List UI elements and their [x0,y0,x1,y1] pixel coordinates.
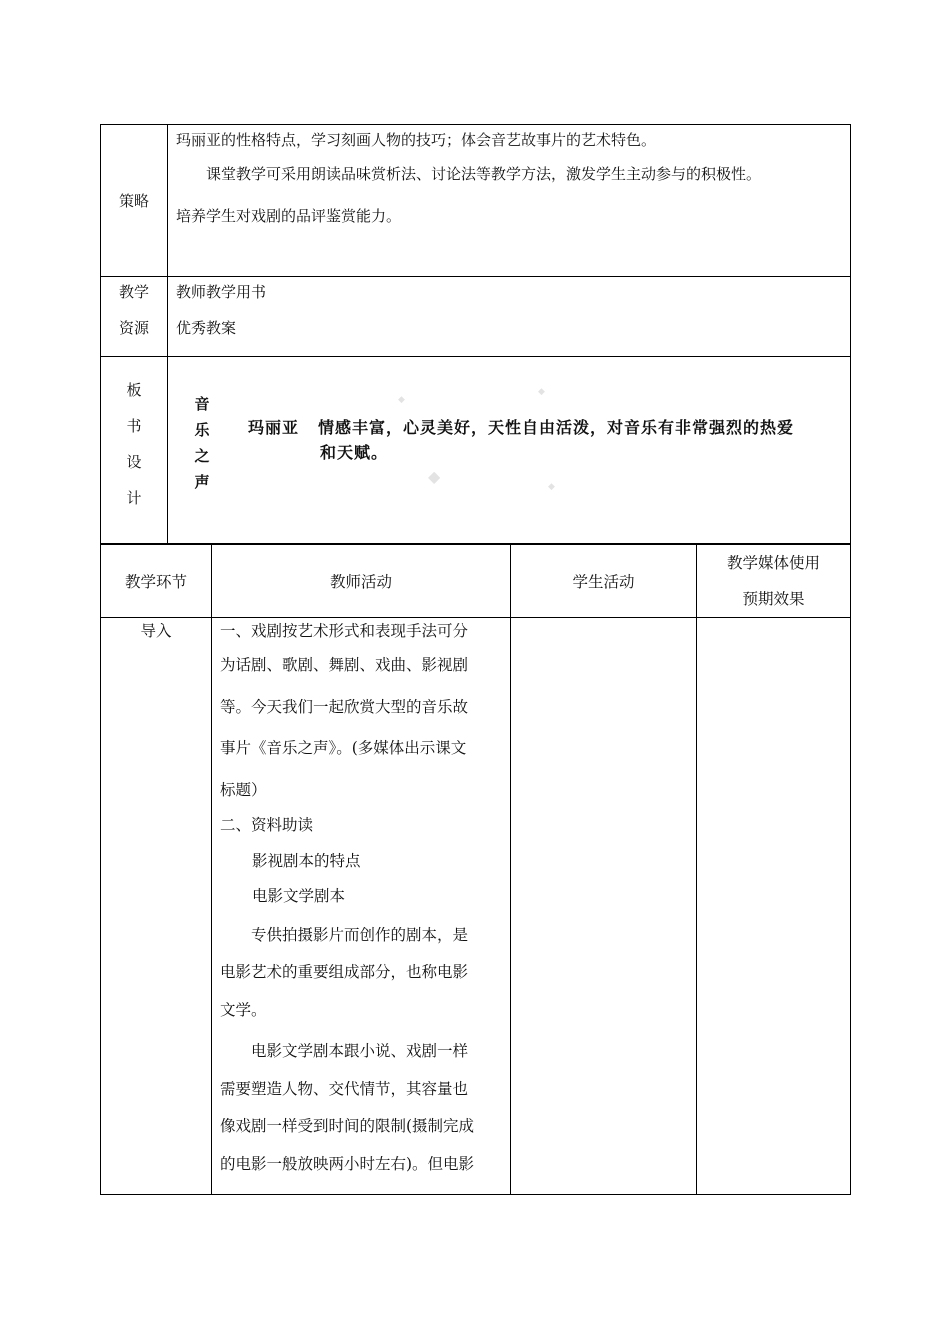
teacher-paragraph-line: 文学。 [220,1000,267,1019]
teacher-line: 为话剧、歌剧、舞剧、戏曲、影视剧 [220,656,469,674]
board-label-char: 计 [126,489,142,507]
board-description-line-1: 情感丰富，心灵美好，天性自由活泼，对音乐有非常强烈的热爱 [318,418,795,437]
header-teacher-activity: 教师活动 [212,544,511,618]
teacher-paragraph-line: 电影文学剧本跟小说、戏剧一样 [251,1042,469,1061]
board-design-content [168,357,851,545]
board-description-line-2: 和天赋。 [320,443,389,462]
teacher-activity-cell [212,618,511,1195]
board-title-char: 声 [194,473,210,491]
teacher-subheading: 电影文学剧本 [252,887,346,905]
resources-label-2: 资源 [118,319,149,337]
teacher-subheading: 影视剧本的特点 [252,851,361,870]
teacher-line: 二、资料助读 [220,816,314,834]
teacher-paragraph-line: 的电影一般放映两小时左右)。但电影 [220,1155,475,1174]
board-description [318,415,798,465]
board-title-char: 之 [194,447,210,465]
watermark-mark: ◆ [428,467,441,486]
media-cell [697,618,851,1195]
board-label-char: 板 [126,381,142,399]
resources-label-1: 教学 [118,283,149,301]
stage-intro: 导入 [140,622,172,640]
strategy-line-1: 玛丽亚的性格特点，学习刻画人物的技巧；体会音艺故事片的艺术特色。 [176,131,657,149]
teaching-process-table [100,543,851,1195]
strategy-content [168,125,851,277]
teacher-line: 事片《音乐之声》。(多媒体出示课文 [220,739,467,757]
header-media [697,544,851,618]
teacher-paragraph-line: 电影艺术的重要组成部分，也称电影 [220,963,469,982]
teacher-paragraph-line: 像戏剧一样受到时间的限制(摄制完成 [220,1117,475,1136]
student-activity-cell [511,618,697,1195]
header-media-line-2: 预期效果 [742,589,805,608]
resource-item-1: 教师教学用书 [176,283,267,301]
board-label-char: 设 [126,453,142,471]
resource-item-2: 优秀教案 [176,319,237,337]
teacher-line: 一、戏剧按艺术形式和表现手法可分 [220,622,469,640]
board-design [168,357,850,543]
watermark-mark: ◆ [398,395,405,405]
board-label-char: 书 [126,417,142,435]
strategy-line-2: 课堂教学可采用朗读品味赏析法、讨论法等教学方法，激发学生主动参与的积极性。 [206,165,762,183]
teacher-paragraph-line: 需要塑造人物、交代情节，其容量也 [220,1079,469,1098]
watermark-mark: ◆ [538,387,545,397]
resources-label-cell [101,277,168,357]
board-title [192,391,212,495]
stage-cell [101,618,212,1195]
board-title-char: 音 [194,395,210,413]
header-student-activity: 学生活动 [511,544,697,618]
strategy-line-3: 培养学生对戏剧的品评鉴赏能力。 [176,207,402,225]
strategy-label-cell [101,125,168,277]
header-stage: 教学环节 [101,544,212,618]
teacher-paragraph-line: 专供拍摄影片而创作的剧本，是 [251,925,469,944]
lesson-info-table [100,124,851,545]
strategy-label: 策略 [118,192,149,210]
board-label-cell [101,357,168,545]
resources-content [168,277,851,357]
teacher-line: 等。今天我们一起欣赏大型的音乐故 [220,697,469,716]
board-character-name: 玛丽亚 [248,418,300,437]
board-title-char: 乐 [194,421,210,439]
watermark-mark: ◆ [548,482,555,492]
header-media-line-1: 教学媒体使用 [726,553,820,572]
teacher-line: 标题） [220,780,267,799]
